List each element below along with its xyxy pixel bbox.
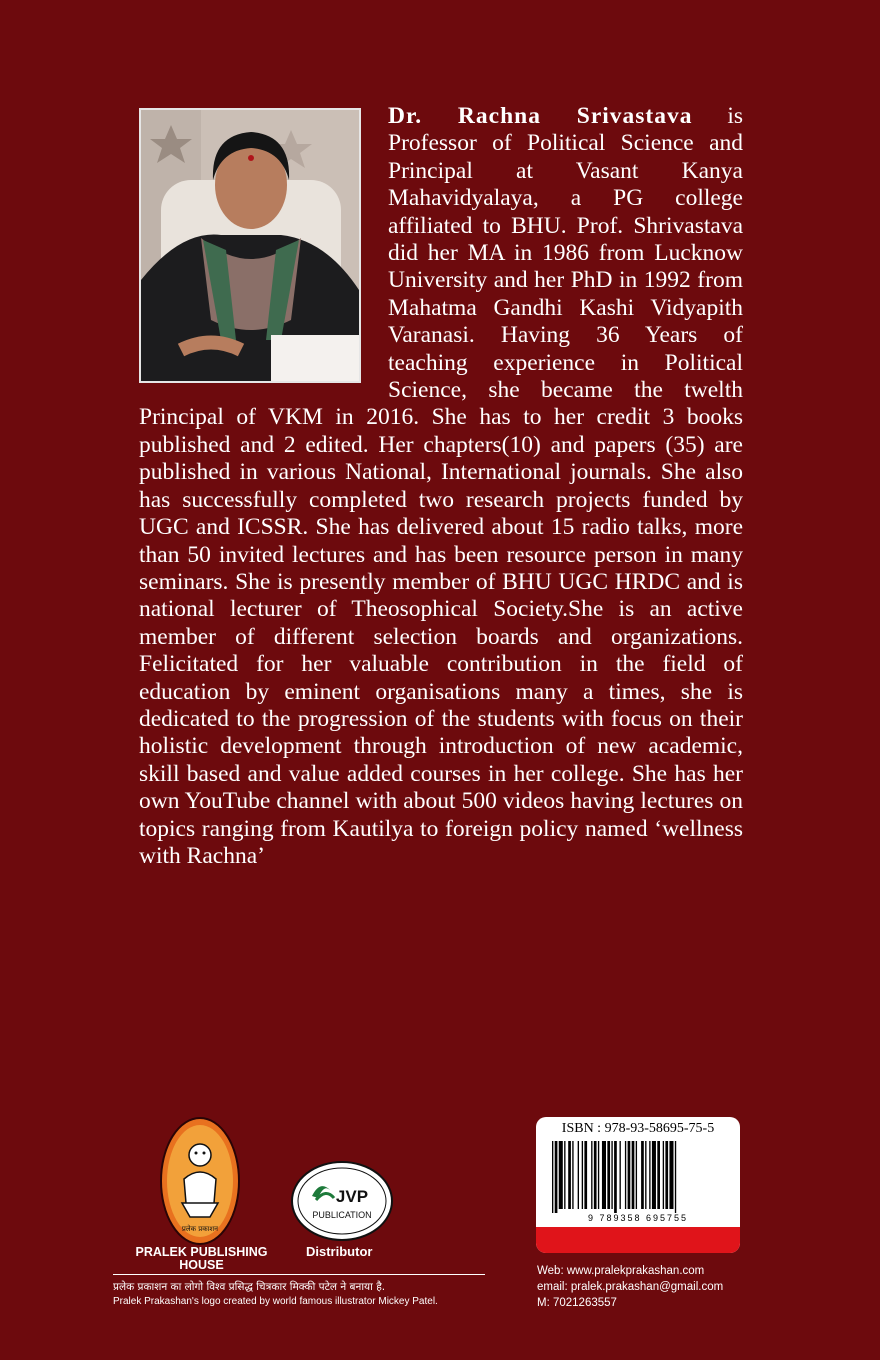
barcode-bar <box>607 1141 610 1209</box>
contact-email: email: pralek.prakashan@gmail.com <box>537 1281 724 1293</box>
photo-text-wrap-spacer <box>139 103 388 403</box>
barcode-bar <box>657 1141 660 1209</box>
barcode-bar <box>555 1141 558 1213</box>
logo-credit-english: Pralek Prakashan's logo created by world famous illustrator Mickey Patel. <box>113 1296 438 1307</box>
barcode-bar <box>552 1141 553 1213</box>
barcode-bar <box>582 1141 583 1209</box>
barcode-bar <box>625 1141 626 1209</box>
barcode-bar <box>641 1141 644 1209</box>
jvp-logo-text: JVP <box>335 1187 369 1206</box>
barcode-bar <box>675 1141 676 1213</box>
barcode-bar <box>559 1141 563 1209</box>
barcode-bar <box>636 1141 637 1209</box>
publisher-name: PRALEK PUBLISHING HOUSE <box>135 1245 268 1272</box>
logo-credit-hindi: प्रलेक प्रकाशन का लोगो विश्व प्रसिद्ध चित्रकार मिक्की पटेल ने बनाया है. <box>113 1281 386 1293</box>
contact-info <box>537 1263 723 1311</box>
barcode-bar <box>598 1141 599 1209</box>
barcode-bar <box>649 1141 650 1209</box>
contact-web: Web: www.pralekprakashan.com <box>537 1265 705 1277</box>
barcode-bar <box>628 1141 631 1209</box>
biography-text: is Professor of Political Science and Principal at Vasant Kanya Mahavidyalaya, a PG college affiliated to BHU. Prof. Shrivastava did her MA in 1986 from Lucknow University and her PhD in 1992 from Mahatma Gandhi Kashi Vidyapith Varanasi. Having 36 Years of teaching experience in Political Science, she became the twelth Principal of VKM in 2016. She has to her credit 3 books published and 2 edited. Her chapters(10) and papers (35) are published in various National, International journals. She also has successfully completed two research projects funded by UGC and ICSSR. She has delivered about 15 radio talks, more than 50 invited lectures and has been resource person in many seminars. She is presently member of BHU UGC HRDC and is national lecturer of Theosophical Society.She is an active member of different selection boards and organizations. Felicitated for her valuable contribution in the field of education by eminent organisations many a times, she is dedicated to the progression of the students with focus on their holistic development through introduction of new academic, skill based and value added courses in her college. She has her own YouTube channel with about 500 videos having lectures on topics ranging from Kautilya to foreign policy named ‘wellness with Rachna’ <box>139 103 743 869</box>
barcode <box>548 1141 728 1223</box>
barcode-bar <box>614 1141 617 1213</box>
barcode-bar <box>620 1141 621 1209</box>
jvp-logo-subtext: PUBLICATION <box>312 1210 372 1220</box>
barcode-bar <box>663 1141 664 1209</box>
barcode-bar <box>652 1141 656 1209</box>
isbn-barcode-box <box>536 1117 740 1253</box>
barcode-bar <box>578 1141 579 1209</box>
distributor-label: Distributor <box>306 1244 373 1259</box>
barcode-bar <box>602 1141 606 1209</box>
pralek-logo <box>160 1117 240 1245</box>
pralek-logo-text: प्रलेक प्रकाशन <box>181 1225 219 1233</box>
barcode-bar <box>594 1141 597 1209</box>
barcode-bar <box>645 1141 646 1209</box>
author-biography <box>139 103 743 870</box>
barcode-bar <box>611 1141 612 1209</box>
barcode-bar <box>568 1141 571 1209</box>
barcode-bar <box>572 1141 573 1209</box>
isbn-red-strip <box>536 1227 740 1253</box>
isbn-label: ISBN : 978-93-58695-75-5 <box>561 1121 715 1136</box>
barcode-bar <box>665 1141 668 1209</box>
barcode-bar <box>584 1141 587 1209</box>
contact-mobile: M: 7021263557 <box>537 1297 617 1309</box>
jvp-publication-logo <box>290 1160 398 1242</box>
barcode-bar <box>591 1141 592 1209</box>
footer-divider <box>113 1274 485 1275</box>
barcode-digits: 9 789358 695755 <box>587 1213 689 1223</box>
barcode-bar <box>564 1141 565 1209</box>
author-name: Dr. Rachna Srivastava <box>388 103 693 129</box>
barcode-bar <box>632 1141 635 1209</box>
barcode-bar <box>669 1141 673 1209</box>
